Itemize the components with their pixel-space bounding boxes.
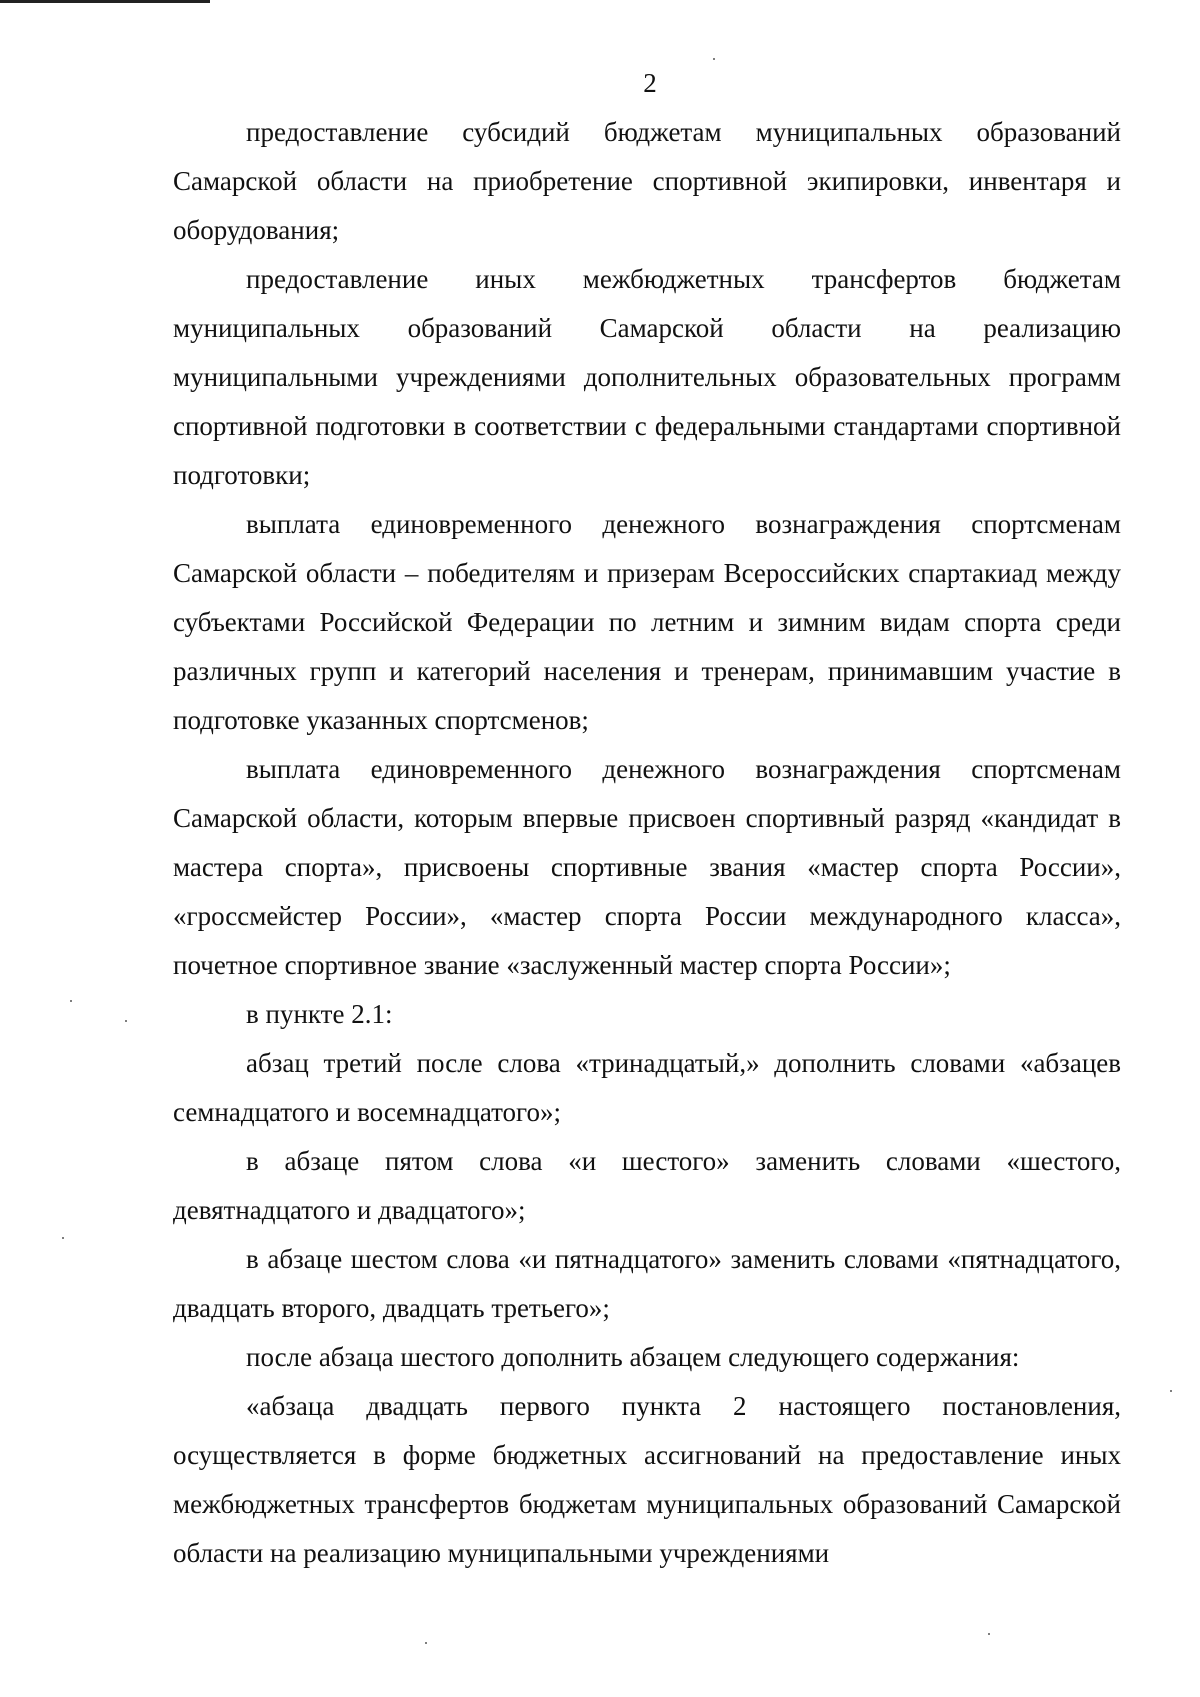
paragraph: в пункте 2.1: bbox=[246, 999, 393, 1029]
paragraph: в абзаце пятом слова «и шестого» заменить словами «шестого, девятнадцатого и двадцатого»; bbox=[173, 1146, 1121, 1225]
paragraph: абзац третий после слова «тринадцатый,» дополнить словами «абзацев семнадцатого и восемнадцатого»; bbox=[173, 1048, 1121, 1127]
scan-speck bbox=[425, 1642, 427, 1644]
scan-speck bbox=[713, 58, 715, 60]
paragraph: выплата единовременного денежного вознаграждения спортсменам Самарской области – победителям и призерам Всероссийских спартакиад между субъектами Российской Федерации по летним и зимним видам спорта среди различных групп и категорий населения и тренерам, принимавшим участие в подготовке указанных спортсменов; bbox=[173, 509, 1121, 735]
paragraph: предоставление иных межбюджетных трансфертов бюджетам муниципальных образований Самарской области на реализацию муниципальными учреждениями дополнительных образовательных программ спортивной подготовки в соответствии с федеральными стандартами спортивной подготовки; bbox=[173, 264, 1121, 490]
paragraph: «абзаца двадцать первого пункта 2 настоящего постановления, осуществляется в форме бюджетных ассигнований на предоставление иных межбюджетных трансфертов бюджетам муниципальных образований Самарской области на реализацию муниципальными учреждениями bbox=[173, 1391, 1121, 1568]
scan-speck bbox=[125, 1020, 127, 1022]
scan-speck bbox=[70, 1000, 72, 1002]
paragraph: в абзаце шестом слова «и пятнадцатого» заменить словами «пятнадцатого, двадцать второго, двадцать третьего»; bbox=[173, 1244, 1121, 1323]
scan-edge-line bbox=[0, 0, 210, 3]
document-body bbox=[173, 108, 1121, 1578]
paragraph: предоставление субсидий бюджетам муниципальных образований Самарской области на приобретение спортивной экипировки, инвентаря и оборудования; bbox=[173, 117, 1121, 245]
scan-speck bbox=[62, 1237, 64, 1239]
paragraph: после абзаца шестого дополнить абзацем следующего содержания: bbox=[246, 1342, 1020, 1372]
scan-speck bbox=[988, 1633, 990, 1635]
paragraph: выплата единовременного денежного вознаграждения спортсменам Самарской области, которым впервые присвоен спортивный разряд «кандидат в мастера спорта», присвоены спортивные звания «мастер спорта России», «гроссмейстер России», «мастер спорта России международного класса», почетное спортивное звание «заслуженный мастер спорта России»; bbox=[173, 754, 1121, 980]
page-number: 2 bbox=[643, 68, 657, 98]
scan-speck bbox=[1170, 1390, 1172, 1392]
